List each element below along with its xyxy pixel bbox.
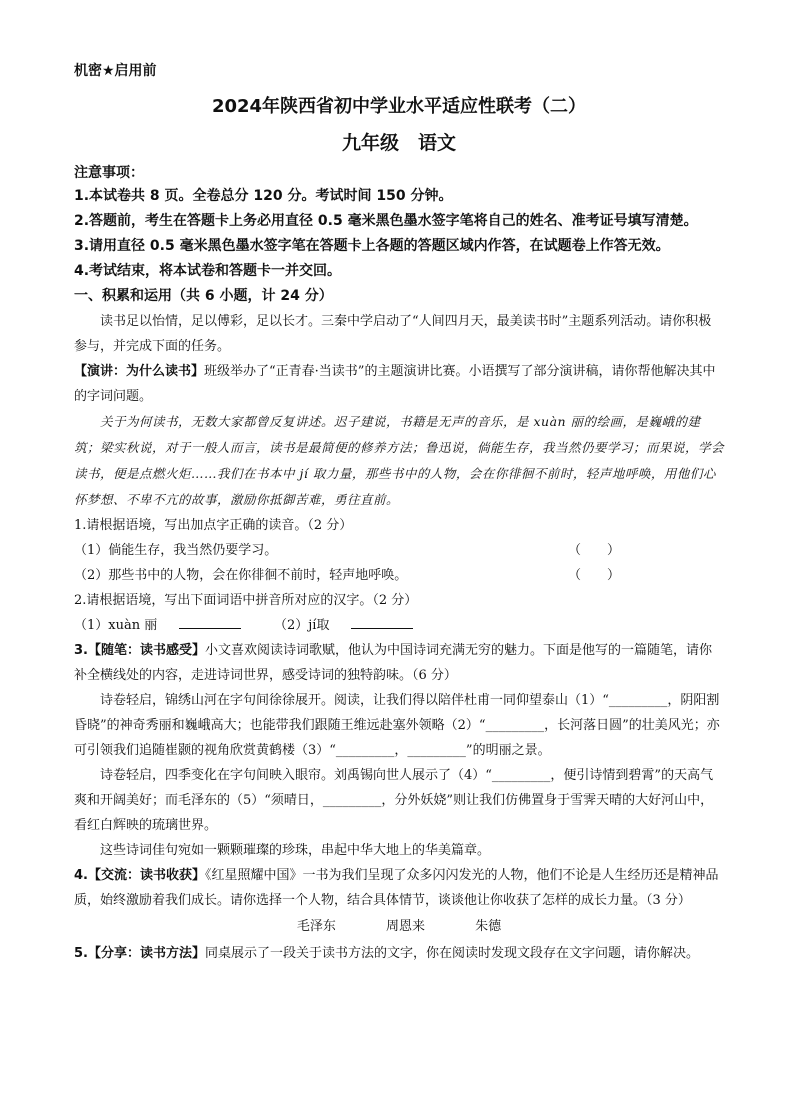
question-2-items: [74, 613, 724, 638]
answer-blank[interactable]: [179, 614, 241, 629]
question-1-item-2-text: （2）那些书中的人物，会在你徘徊不前时，轻声地呼唤。: [74, 568, 408, 583]
character-options: [74, 913, 724, 941]
question-3-stem: 小文喜欢阅读诗词歌赋，他认为中国诗词充满无穷的魅力。下面是他写的一篇随笔，请你补全横线处的内容，走进诗词世界，感受诗词的独特韵味。（6 分）: [74, 643, 712, 683]
question-5: [74, 941, 724, 966]
question-1-item-1-text: （1）倘能生存，我当然仍要学习。: [74, 543, 278, 558]
notice-heading: 注意事项：: [74, 165, 144, 181]
question-3-paragraph: 这些诗词佳句宛如一颗颗璀璨的珍珠，串起中华大地上的华美篇章。: [100, 843, 491, 858]
question-2-stem: 2.请根据语境，写出下面词语中拼音所对应的汉字。（2 分）: [74, 593, 418, 608]
question-5-label: 5.【分享：读书方法】: [74, 946, 205, 961]
notice-item: 4.考试结束，将本试卷和答题卡一并交回。: [74, 263, 342, 279]
question-2-item-2-wrap: [274, 613, 413, 638]
speech-task: [74, 359, 724, 409]
question-1-stem: 1.请根据语境，写出加点字正确的读音。（2 分）: [74, 518, 353, 533]
character-option: 毛泽东: [296, 919, 336, 934]
question-5-stem: 同桌展示了一段关于读书方法的文字，你在阅读时发现文段存在文字问题，请你解决。: [204, 946, 699, 961]
question-4: [74, 863, 724, 913]
section-intro: 读书足以怡情，足以傅彩，足以长才。三秦中学启动了“人间四月天，最美读书时”主题系列活动。请你积极参与，并完成下面的任务。: [74, 314, 712, 354]
exam-subtitle: 九年级 语文: [341, 132, 456, 154]
question-2-item-2: （2）jí取: [274, 618, 330, 633]
character-option: 周恩来: [385, 919, 425, 934]
question-3: [74, 638, 724, 688]
question-1-item-2: [74, 563, 724, 588]
question-1-item-1: [74, 538, 724, 563]
section-heading: 一、积累和运用（共 6 小题，计 24 分）: [74, 288, 333, 304]
answer-blank[interactable]: [351, 614, 413, 629]
question-2-item-1: （1）xuàn 丽: [74, 618, 158, 633]
character-option: 朱德: [475, 919, 502, 934]
question-4-stem: 《红星照耀中国》一书为我们呈现了众多闪闪发光的人物，他们不论是人生经历还是精神品质，始终激励着我们成长。请你选择一个人物，结合具体情节，谈谈他让你收获了怎样的成长力量。（3 分）: [74, 868, 719, 908]
speech-label: 【演讲：为什么读书】: [74, 364, 205, 379]
notice-item: 2.答题前，考生在答题卡上务必用直径 0.5 毫米黑色墨水签字笔将自己的姓名、准考证号填写清楚。: [74, 213, 698, 229]
notice-item: 1.本试卷共 8 页。全卷总分 120 分。考试时间 150 分钟。: [74, 188, 453, 204]
question-3-label: 3.【随笔：读书感受】: [74, 643, 205, 658]
exam-title: 2024年陕西省初中学业水平适应性联考（二）: [211, 96, 587, 117]
exam-page: [74, 60, 724, 966]
question-4-label: 4.【交流：读书收获】: [74, 868, 205, 883]
notice-item: 3.请用直径 0.5 毫米黑色墨水签字笔在答题卡上各题的答题区域内作答，在试题卷上作答无效。: [74, 238, 670, 254]
confidential-label: 机密★启用前: [74, 63, 157, 79]
speech-text: 班级举办了“正青春·当读书”的主题演讲比赛。小语撰写了部分演讲稿，请你帮他解决其中的字词问题。: [74, 364, 716, 404]
speech-excerpt: 关于为何读书，无数大家都曾反复讲述。迟子建说，书籍是无声的音乐，是 xuàn 丽的绘画，是巍峨的建筑；梁实秋说，对于一般人而言，读书是最简便的修养方法；鲁迅说，倘能生存，我当然仍要学习；而果说，学会读书，便是点燃火炬……我们在书本中 jí 取力量，那些书中的人物，会在你徘徊不前时，轻声地呼唤，用他们心怀梦想、不卑不亢的故事，激励你抵御苦难，勇往直前。: [74, 414, 725, 507]
question-3-paragraph: 诗卷轻启，锦绣山河在字句间徐徐展开。阅读，让我们得以陪伴杜甫一同仰望泰山（1）“_________，阴阳割昏晓”的神奇秀丽和巍峨高大；也能带我们跟随王维远赴塞外领略（2）“_________，长河落日圆”的壮美风光；亦可引领我们追随崔颢的视角欣赏黄鹤楼（3）“_________，_________”的明丽之景。: [74, 693, 720, 758]
answer-paren[interactable]: （ ）: [568, 543, 621, 558]
answer-paren[interactable]: （ ）: [568, 568, 621, 583]
question-3-paragraph: 诗卷轻启，四季变化在字句间映入眼帘。刘禹锡向世人展示了（4）“_________，便引诗情到碧霄”的天高气爽和开阔美好；而毛泽东的（5）“须晴日，_________，分外妖娆”则让我们仿佛置身于雪霁天晴的大好河山中，看红白辉映的琉璃世界。: [74, 768, 714, 833]
